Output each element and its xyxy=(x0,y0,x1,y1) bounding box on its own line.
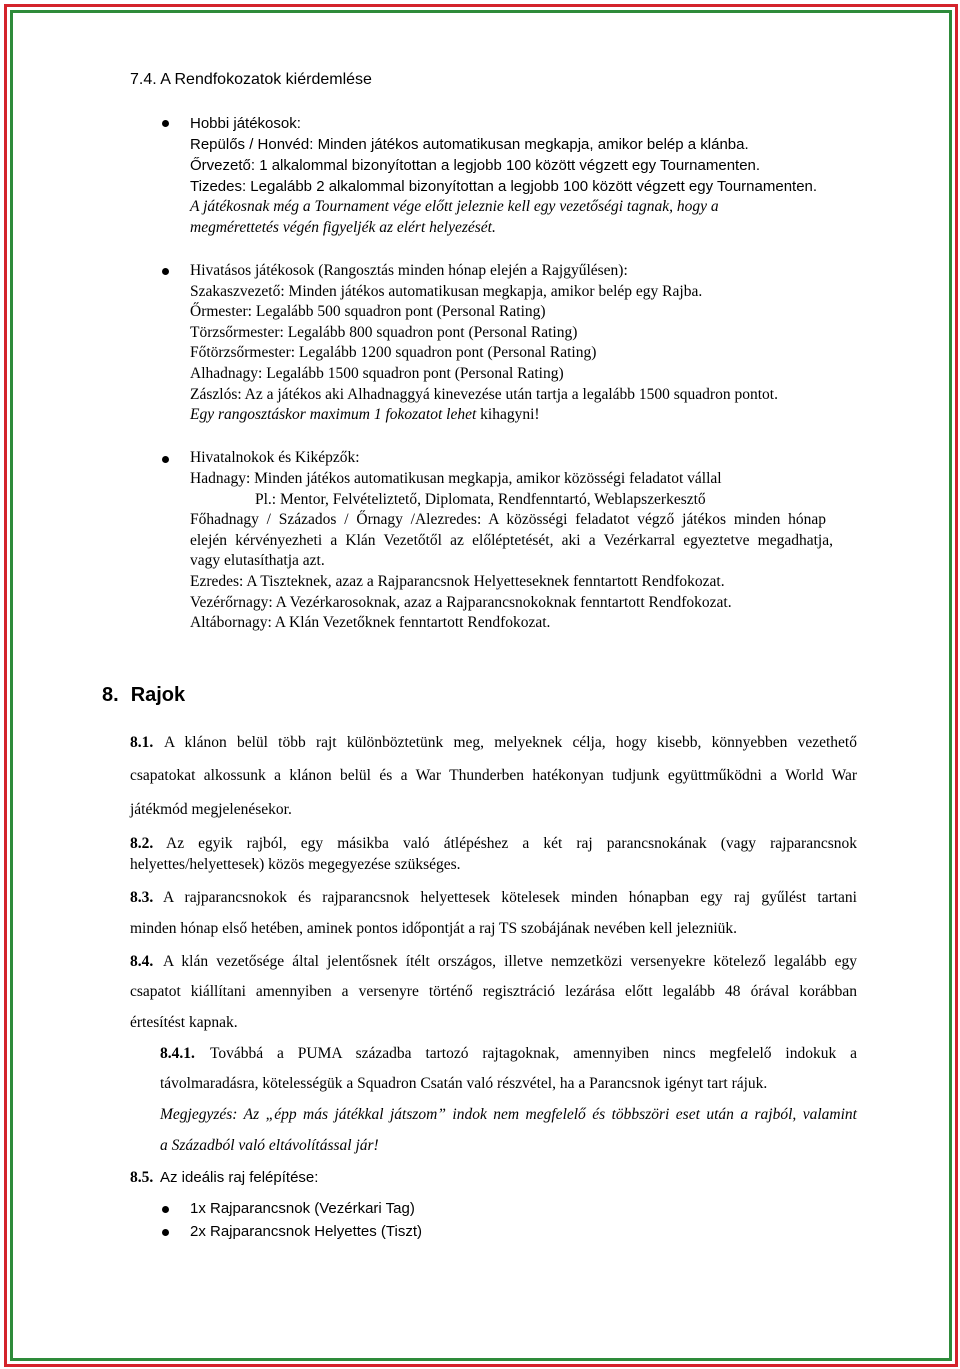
hobbi-line: Őrvezető: 1 alkalommal bizonyítottan a legjobb 100 között végzett egy Tournamenten. xyxy=(190,157,761,174)
paragraph-8-2-line: Az egyik rajból, egy másikba való átlépéshez a két raj parancsnokának (vagy rajparancsnok xyxy=(166,835,857,852)
paragraph-8-4-1-note: a Századból való eltávolítással jár! xyxy=(160,1137,379,1154)
list-item: 1x Rajparancsnok (Vezérkari Tag) xyxy=(190,1200,415,1217)
hivatalnokok-line: Pl.: Mentor, Felvételiztető, Diplomata, Rendfenntartó, Weblapszerkesztő xyxy=(255,491,706,508)
hivatalnokok-title: Hivatalnokok és Kiképzők: xyxy=(190,449,360,466)
paragraph-8-4-1-line: távolmaradásra, kötelességük a Squadron Csatán való részvétel, ha a Parancsnok igényt tart rájuk. xyxy=(160,1075,768,1092)
hobbi-note: A játékosnak még a Tournament vége előtt jeleznie kell egy vezetőségi tagnak, hogy a xyxy=(190,198,719,215)
paragraph-8-4-line: csapatot kiállítani amennyiben a versenyre történő regisztráció lezárása előtt legalább 48 órával korábban xyxy=(130,983,857,1000)
paragraph-8-5-title: Az ideális raj felépítése: xyxy=(160,1169,319,1186)
paragraph-number: 8.3. xyxy=(130,889,154,906)
section-heading-7-4: 7.4. A Rendfokozatok kiérdemlése xyxy=(130,71,372,88)
bullet xyxy=(162,268,169,275)
bullet xyxy=(162,456,169,463)
section-8-number: 8. xyxy=(102,684,119,706)
paragraph-8-1-line: A klánon belül több rajt különböztetünk meg, melyeknek célja, hogy kisebb, könnyebben vezethető xyxy=(164,734,857,751)
paragraph-8-3-line: minden hónap első hetében, aminek pontos időpontját a raj TS szobájának nevében kell jelezniük. xyxy=(130,920,738,937)
paragraph-number: 8.1. xyxy=(130,734,154,751)
hivatalnokok-line: Ezredes: A Tiszteknek, azaz a Rajparancsnok Helyetteseknek fenntartott Rendfokozat. xyxy=(190,573,725,590)
paragraph-number: 8.5. xyxy=(130,1169,154,1186)
paragraph-8-1-line: játékmód megjelenésekor. xyxy=(130,801,292,818)
hivatasos-line: Alhadnagy: Legalább 1500 squadron pont (Personal Rating) xyxy=(190,365,564,382)
paragraph-8-3-line: A rajparancsnokok és rajparancsnok helyettesek kötelesek minden hónapban egy raj gyűlést tartani xyxy=(163,889,857,906)
paragraph-8-4-line: A klán vezetősége által jelentősnek ítélt országos, illetve nemzetközi versenyekre kötelező legalább egy xyxy=(163,953,857,970)
hivatalnokok-para: Főhadnagy / Százados / Őrnagy /Alezredes: A közösségi feladatot végző játékos minden hónap xyxy=(190,511,826,528)
hivatalnokok-line: Hadnagy: Minden játékos automatikusan megkapja, amikor közösségi feladatot vállal xyxy=(190,470,722,487)
hivatalnokok-line: Vezérőrnagy: A Vezérkarosoknak, azaz a Rajparancsnokoknak fenntartott Rendfokozat. xyxy=(190,594,732,611)
paragraph-8-2-line: helyettes/helyettesek) közös megegyezése szükséges. xyxy=(130,856,461,873)
hivatasos-line: Őrmester: Legalább 500 squadron pont (Personal Rating) xyxy=(190,303,546,320)
hobbi-line: Tizedes: Legalább 2 alkalommal bizonyítottan a legjobb 100 között végzett egy Tournamenten. xyxy=(190,178,818,195)
paragraph-8-4-line: értesítést kapnak. xyxy=(130,1014,238,1031)
hivatasos-title: Hivatásos játékosok (Rangosztás minden hónap elején a Rajgyűlésen): xyxy=(190,262,628,279)
hivatasos-note-tail: kihagyni! xyxy=(476,406,540,423)
paragraph-number: 8.4.1. xyxy=(160,1045,195,1062)
section-8-title: Rajok xyxy=(130,684,186,706)
hivatasos-line: Zászlós: Az a játékos aki Alhadnaggyá kinevezése után tartja a legalább 1500 squadron pontot. xyxy=(190,386,778,403)
bullet xyxy=(162,1206,169,1213)
paragraph-8-4-1-line: Továbbá a PUMA századba tartozó rajtagoknak, amennyiben nincs megfelelő indokuk a xyxy=(210,1045,857,1062)
hivatasos-note-italic: Egy rangosztáskor maximum 1 fokozatot lehet xyxy=(190,406,477,423)
hivatasos-line: Főtörzsőrmester: Legalább 1200 squadron pont (Personal Rating) xyxy=(190,344,597,361)
paragraph-number: 8.4. xyxy=(130,953,154,970)
paragraph-8-4-1-note: Megjegyzés: Az „épp más játékkal játszom” indok nem megfelelő és többszöri eset után a rajból, valamint xyxy=(160,1106,857,1123)
hobbi-line: Repülős / Honvéd: Minden játékos automatikusan megkapja, amikor belép a klánba. xyxy=(190,136,749,153)
hobbi-title: Hobbi játékosok: xyxy=(190,115,301,132)
section-heading-8 xyxy=(102,684,185,707)
paragraph-8-1-line: csapatokat alkossunk a klánon belül és a War Thunderben hatékonyan tudjunk együttműködni a World War xyxy=(130,767,857,784)
hivatalnokok-para: elején kérvényezheti a Klán Vezetőtől az előléptetését, aki a Vezérkarral egyeztetve megadhatja, xyxy=(190,532,833,549)
hivatasos-line: Törzsőrmester: Legalább 800 squadron pont (Personal Rating) xyxy=(190,324,578,341)
paragraph-number: 8.2. xyxy=(130,835,154,852)
hivatalnokok-para: vagy elutasíthatja azt. xyxy=(190,552,325,569)
hivatasos-note xyxy=(190,406,540,424)
bullet xyxy=(162,1229,169,1236)
hobbi-note: megmérettetés végén figyeljék az elért helyezését. xyxy=(190,219,496,236)
list-item: 2x Rajparancsnok Helyettes (Tiszt) xyxy=(190,1223,423,1240)
hivatalnokok-line: Altábornagy: A Klán Vezetőknek fenntartott Rendfokozat. xyxy=(190,614,551,631)
bullet xyxy=(162,120,169,127)
hivatasos-line: Szakaszvezető: Minden játékos automatikusan megkapja, amikor belép egy Rajba. xyxy=(190,283,703,300)
